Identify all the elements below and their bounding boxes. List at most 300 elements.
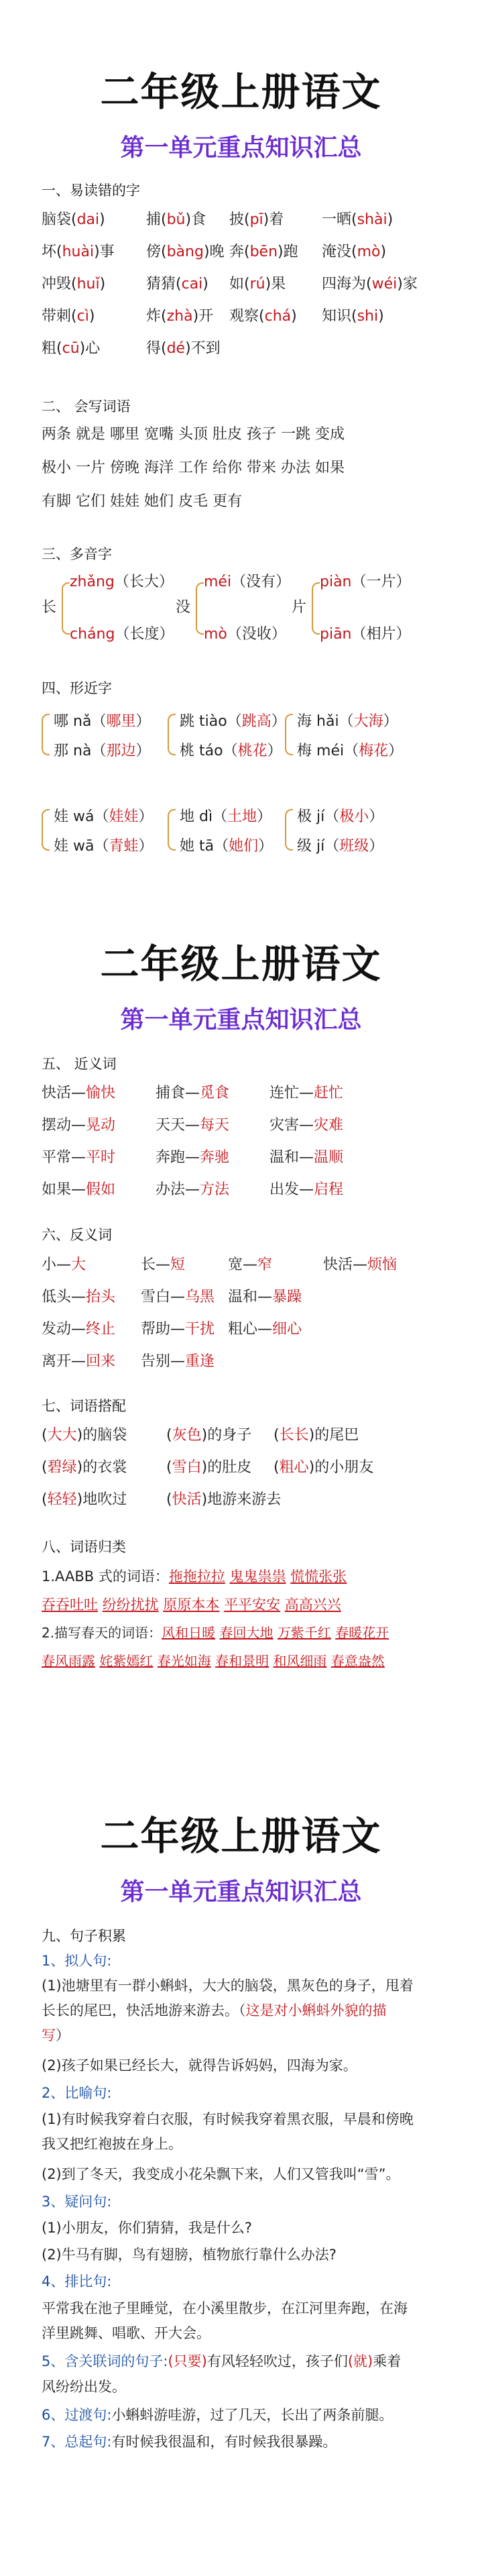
polyphone-char: 长 [42, 599, 57, 616]
pinyin: cai [181, 276, 203, 292]
chinese-text: 淹没( [322, 244, 357, 260]
page-subtitle: 第一单元重点知识汇总 [120, 1006, 362, 1034]
sentence: (1)有时候我穿着白衣服，有时候我穿着黑衣服，早晨和傍晚 [42, 2111, 414, 2127]
word-row: 极小 一片 傍晚 海洋 工作 给你 带来 办法 如果 [42, 460, 345, 476]
noun-phrase: 地游来游去 [207, 1491, 282, 1508]
word: 摆动 [42, 1117, 72, 1134]
pinyin: zhà [166, 308, 193, 325]
reading-row [204, 623, 286, 643]
word-pair: 发动—终止 [42, 1321, 116, 1338]
word-pair: 快活—愉快 [42, 1085, 116, 1102]
character: 级 [297, 838, 312, 855]
chinese-text: )开 [192, 308, 214, 325]
sentence-type-heading: 2、比喻句: [42, 2085, 112, 2101]
category-word: 春暖花开 [335, 1625, 389, 1641]
page-title: 二年级上册语文 [100, 941, 382, 987]
category-word: 原原本本 [163, 1597, 220, 1613]
example-word: 那边 [106, 743, 136, 759]
noun-phrase: 的身子 [207, 1427, 252, 1444]
misread-item [146, 272, 208, 293]
similar-char-row: 极 jí（极小） [297, 808, 384, 825]
page-subtitle: 第一单元重点知识汇总 [120, 1878, 362, 1906]
sentence-text: 有风轻轻吹过，孩子们 [206, 2353, 348, 2369]
word-pair: 奔跑—奔驰 [156, 1149, 230, 1166]
character: 桃 [180, 743, 195, 759]
modifier: 大大 [47, 1427, 77, 1444]
pair-word: 奔驰 [200, 1149, 230, 1166]
polyphone-char: 片 [292, 599, 307, 616]
character: 那 [54, 743, 69, 759]
character: 地 [180, 808, 195, 825]
sentence-note: 写 [42, 2027, 56, 2043]
example: （没收） [227, 626, 286, 643]
chinese-text: )跑 [278, 244, 298, 260]
chinese-text: ) [99, 211, 105, 228]
sentence-type-heading: 1、拟人句: [42, 1953, 112, 1969]
pinyin: jí [316, 838, 325, 855]
example-word: 梅花 [359, 743, 389, 759]
misread-item [146, 305, 213, 325]
word: 快活 [42, 1085, 72, 1102]
pair-word: 重逢 [185, 1353, 215, 1370]
sentence [42, 2349, 444, 2374]
sentence: (2)牛马有脚，鸟有翅膀，植物旅行靠什么办法? [42, 2247, 337, 2263]
word: 低头 [42, 1289, 72, 1305]
character: 极 [297, 808, 312, 825]
sentence-text: 有时候我很温和，有时候我很暴躁。 [111, 2434, 337, 2450]
pinyin: cì [76, 308, 89, 325]
brace [42, 714, 50, 755]
category-row [42, 1594, 341, 1614]
sentence [42, 2403, 444, 2428]
brace [168, 714, 176, 755]
word-pair: 低头—抬头 [42, 1289, 116, 1305]
pinyin: méi [316, 743, 345, 759]
similar-char-row: 娃 wá（娃娃） [54, 808, 154, 825]
misread-item [42, 272, 105, 293]
example-word: 桃花 [237, 743, 267, 759]
category-word: 鬼鬼祟祟 [229, 1568, 286, 1585]
pair-word: 细心 [272, 1321, 302, 1338]
sentence-type-heading: 5、含关联词的句子: [42, 2353, 168, 2369]
word: 长 [141, 1256, 156, 1273]
pinyin: dai [76, 211, 100, 228]
pair-word: 觅食 [200, 1085, 230, 1102]
misread-item [146, 337, 221, 358]
example: （没有） [231, 574, 291, 590]
pinyin: dì [199, 808, 213, 825]
misread-item [229, 208, 284, 229]
sentence-type-heading: 6、过渡句: [42, 2407, 112, 2423]
pair-word: 回来 [86, 1353, 116, 1370]
misread-item [42, 208, 105, 229]
chinese-text: )果 [265, 276, 286, 292]
pinyin: shi [357, 308, 379, 325]
misread-item [42, 337, 100, 358]
example: （长大） [114, 574, 174, 590]
chinese-text: 观察( [229, 308, 265, 325]
word-pair: 灾害—灾难 [269, 1117, 344, 1134]
word-pair: 平常—平时 [42, 1149, 116, 1166]
pinyin: chá [264, 308, 292, 325]
word-pair: 温和—暴躁 [228, 1289, 302, 1305]
word-row: 两条 就是 哪里 宽嘴 头顶 肚皮 孩子 一跳 变成 [42, 426, 345, 443]
reading-row [320, 623, 411, 643]
pinyin: cū [62, 340, 80, 357]
pinyin: wā [73, 838, 95, 855]
chinese-text: )事 [94, 244, 115, 260]
chinese-text: ) [291, 308, 297, 325]
word: 离开 [42, 1353, 72, 1370]
chinese-text: ) [380, 244, 387, 260]
word: 如果 [42, 1181, 72, 1198]
example-word: 哪里 [106, 713, 136, 730]
sentence: (2)孩子如果已经长大，就得告诉妈妈，四海为家。 [42, 2057, 357, 2074]
example: （一片） [351, 574, 411, 590]
misread-item [42, 240, 115, 261]
sentence: (2)到了冬天，我变成小花朵飘下来，人们又管我叫“雪”。 [42, 2166, 400, 2182]
example-word: 极小 [339, 808, 369, 825]
chinese-text: 捕( [146, 211, 167, 228]
word-pair: 摆动—晃动 [42, 1117, 116, 1134]
pinyin: bǔ [166, 211, 186, 228]
pair-word: 烦恼 [367, 1256, 398, 1273]
pinyin: nǎ [73, 713, 92, 730]
chinese-text: 粗( [42, 340, 62, 357]
character: 哪 [54, 713, 69, 730]
example-word: 娃娃 [109, 808, 139, 825]
character: 跳 [180, 713, 195, 730]
character: 娃 [54, 838, 69, 855]
word-pair: 帮助—干扰 [141, 1321, 215, 1338]
word: 连忙 [269, 1085, 300, 1102]
collocation: (轻轻)地吹过 [42, 1491, 127, 1508]
character: 娃 [54, 808, 69, 825]
word: 告别 [141, 1353, 171, 1370]
chinese-text: 脑袋( [42, 211, 77, 228]
pair-word: 愉快 [86, 1085, 116, 1102]
pinyin: tiào [199, 713, 227, 730]
misread-item [322, 272, 418, 293]
sentence-type-heading: 7、总起句: [42, 2434, 112, 2450]
category-word: 拖拖拉拉 [168, 1568, 225, 1585]
pinyin: hǎi [316, 713, 339, 730]
pair-word: 假如 [86, 1181, 116, 1198]
brace [196, 582, 204, 635]
pinyin: nà [73, 743, 92, 759]
example: （长度） [115, 626, 174, 643]
word-pair: 天天—每天 [156, 1117, 230, 1134]
page-3 [0, 1731, 482, 2576]
pinyin: táo [199, 743, 223, 759]
pinyin: shài [357, 211, 387, 228]
similar-char-row: 娃 wā（青蛙） [54, 838, 154, 855]
character: 梅 [297, 743, 312, 759]
pair-word: 赶忙 [314, 1085, 344, 1102]
category-word: 平平安安 [224, 1597, 281, 1613]
collocation: (碧绿)的衣裳 [42, 1459, 127, 1476]
brace [168, 809, 176, 851]
sentence-text: 乘着 [373, 2353, 402, 2369]
section-heading: 二、 会写词语 [42, 398, 131, 415]
word-pair: 温和—温顺 [269, 1149, 344, 1166]
word-pair: 离开—回来 [42, 1353, 116, 1370]
chinese-text: )家 [397, 276, 418, 292]
pair-word: 大 [71, 1256, 86, 1273]
word-pair: 雪白—乌黑 [141, 1289, 215, 1305]
chinese-text: 炸( [146, 308, 167, 325]
word: 快活 [323, 1256, 353, 1273]
pinyin: mò [204, 626, 227, 643]
pinyin: cháng [70, 626, 115, 643]
similar-char-row: 她 tā（她们） [180, 838, 274, 855]
chinese-text: 四海为( [322, 276, 372, 292]
reading-row [204, 570, 290, 591]
word: 小 [42, 1256, 57, 1273]
misread-item [322, 305, 384, 325]
example-word: 跳高 [241, 713, 272, 730]
pair-word: 每天 [200, 1117, 230, 1134]
pair-word: 乌黑 [185, 1289, 215, 1305]
category-word: 高高兴兴 [284, 1597, 341, 1613]
category-row [42, 1566, 347, 1586]
chinese-text: 一晒( [322, 211, 357, 228]
sentence-text: ） [56, 2027, 70, 2043]
similar-char-row: 那 nà（那边） [54, 743, 151, 759]
category-word: 春和景明 [215, 1653, 269, 1669]
word: 平常 [42, 1149, 72, 1166]
chinese-text: 披( [229, 211, 250, 228]
category-row [42, 1622, 389, 1642]
category-word: 春风雨露 [42, 1653, 95, 1669]
category-word: 和风细雨 [273, 1653, 327, 1669]
category-word: 纷纷扰扰 [102, 1597, 159, 1613]
pair-word: 窄 [257, 1256, 273, 1273]
similar-char-row: 哪 nǎ（哪里） [54, 713, 151, 730]
brace [285, 809, 293, 851]
word: 灾害 [269, 1117, 300, 1134]
sentence: 平常我在池子里睡觉，在小溪里散步，在江河里奔跑，在海 [42, 2300, 408, 2316]
chinese-text: 如( [229, 276, 250, 292]
word-row: 有脚 它们 娃娃 她们 皮毛 更有 [42, 493, 242, 510]
word-pair: 长—短 [141, 1256, 186, 1273]
pinyin: tā [199, 838, 215, 855]
word-pair: 粗心—细心 [228, 1321, 302, 1338]
word: 出发 [269, 1181, 300, 1198]
category-word: 吞吞吐吐 [42, 1597, 98, 1613]
pair-word: 启程 [314, 1181, 344, 1198]
pinyin: wéi [371, 276, 398, 292]
similar-char-row: 跳 tiào（跳高） [180, 713, 286, 730]
chinese-text: ) [202, 276, 208, 292]
misread-item [229, 305, 297, 325]
section-heading: 七、词语搭配 [42, 1398, 126, 1414]
page-title: 二年级上册语文 [100, 69, 382, 115]
chinese-text: )不到 [185, 340, 221, 357]
misread-item [146, 240, 225, 261]
word: 奔跑 [156, 1149, 186, 1166]
misread-item [229, 272, 286, 293]
brace [312, 582, 320, 635]
chinese-text: 傍( [146, 244, 167, 260]
noun-phrase: 的脑袋 [82, 1427, 127, 1444]
pair-word: 短 [170, 1256, 186, 1273]
word: 雪白 [141, 1289, 171, 1305]
section-heading: 一、易读错的字 [42, 182, 140, 199]
conjunction: (就) [347, 2353, 373, 2369]
sentence-type-heading: 4、排比句: [42, 2273, 112, 2290]
section-heading: 五、 近义词 [42, 1056, 117, 1072]
pinyin: zhǎng [70, 574, 115, 590]
word: 办法 [156, 1181, 186, 1198]
pinyin: huǐ [76, 276, 100, 292]
modifier: 灰色 [172, 1427, 202, 1444]
pinyin: bēn [249, 244, 278, 260]
category-word: 春光如海 [157, 1653, 211, 1669]
section-heading: 九、句子积累 [42, 1928, 126, 1944]
pinyin: wá [73, 808, 95, 825]
sentence [42, 2430, 444, 2455]
sentence: 洋里跳舞、唱歌、开大会。 [42, 2325, 210, 2341]
example-word: 青蛙 [109, 838, 139, 855]
pair-word: 方法 [200, 1181, 230, 1198]
pinyin: mò [357, 244, 381, 260]
example-word: 土地 [227, 808, 257, 825]
word-pair: 如果—假如 [42, 1181, 116, 1198]
pinyin: rú [249, 276, 265, 292]
word: 帮助 [141, 1321, 171, 1338]
chinese-text: 冲毁( [42, 276, 77, 292]
category-word: 姹紫嫣红 [99, 1653, 154, 1669]
pair-word: 温顺 [314, 1149, 344, 1166]
pinyin: méi [204, 574, 232, 590]
word: 温和 [228, 1289, 258, 1305]
chinese-text: ) [387, 211, 394, 228]
word-pair: 出发—启程 [269, 1181, 344, 1198]
pair-word: 晃动 [86, 1117, 116, 1134]
sentence: 我又把红袍披在身上。 [42, 2136, 182, 2152]
noun-phrase: 的尾巴 [314, 1427, 359, 1444]
category-row [42, 1650, 385, 1670]
pair-word: 暴躁 [272, 1289, 302, 1305]
chinese-text: ) [88, 308, 95, 325]
collocation: (长长)的尾巴 [274, 1427, 359, 1444]
pair-word: 干扰 [185, 1321, 215, 1338]
similar-char-row: 级 jí（班级） [297, 838, 384, 855]
misread-item [322, 208, 393, 229]
character: 海 [297, 713, 312, 730]
noun-phrase: 地吹过 [82, 1491, 127, 1508]
section-heading: 八、词语归类 [42, 1539, 126, 1555]
word: 天天 [156, 1117, 186, 1134]
sentence [42, 1998, 444, 2023]
chinese-text: ) [378, 308, 384, 325]
page-subtitle: 第一单元重点知识汇总 [120, 134, 362, 162]
chinese-text: ) [99, 276, 106, 292]
misread-item [42, 305, 95, 325]
pinyin: huài [62, 244, 95, 260]
section-heading: 六、反义词 [42, 1227, 112, 1243]
section-heading: 三、多音字 [42, 546, 112, 562]
word-pair: 小—大 [42, 1256, 86, 1273]
chinese-text: )食 [185, 211, 206, 228]
misread-item [322, 240, 386, 261]
sentence: (1)小朋友，你们猜猜，我是什么? [42, 2220, 252, 2236]
category-word: 万紫千红 [277, 1625, 331, 1641]
collocation: (快活)地游来游去 [166, 1491, 282, 1508]
word-pair: 连忙—赶忙 [269, 1085, 344, 1102]
collocation: (雪白)的肚皮 [166, 1459, 252, 1476]
modifier: 雪白 [172, 1459, 202, 1476]
category-word: 春意盎然 [330, 1653, 385, 1669]
character: 她 [180, 838, 195, 855]
word: 粗心 [228, 1321, 258, 1338]
conjunction: (只要) [168, 2353, 207, 2369]
modifier: 轻轻 [47, 1491, 77, 1508]
modifier: 粗心 [279, 1459, 309, 1476]
category-label: 1.AABB 式的词语： [42, 1568, 169, 1585]
similar-char-row: 梅 méi（梅花） [297, 743, 404, 759]
word: 捕食 [156, 1085, 186, 1102]
reading-row [70, 570, 174, 591]
pinyin: jí [316, 808, 325, 825]
chinese-text: )晚 [203, 244, 225, 260]
chinese-text: 得( [146, 340, 167, 357]
chinese-text: )着 [263, 211, 284, 228]
chinese-text: 坏( [42, 244, 62, 260]
polyphone-char: 没 [176, 599, 191, 616]
chinese-text: 带刺( [42, 308, 77, 325]
word: 宽 [228, 1256, 243, 1273]
word-pair: 快活—烦恼 [323, 1256, 398, 1273]
misread-item [229, 240, 298, 261]
pair-word: 平时 [86, 1149, 116, 1166]
example: （相片） [351, 626, 411, 643]
brace [42, 809, 50, 851]
reading-row [320, 570, 411, 591]
page-2 [0, 892, 482, 1731]
pinyin: bàng [166, 244, 204, 260]
category-word: 风和日暖 [162, 1625, 216, 1641]
word-pair: 宽—窄 [228, 1256, 273, 1273]
chinese-text: 奔( [229, 244, 250, 260]
chinese-text: 知识( [322, 308, 357, 325]
brace [285, 714, 293, 755]
category-word: 春回大地 [219, 1625, 274, 1641]
chinese-text: 猜猜( [146, 276, 182, 292]
noun-phrase: 的肚皮 [207, 1459, 252, 1476]
pair-word: 抬头 [86, 1289, 116, 1305]
sentence-type-heading: 3、疑问句: [42, 2194, 112, 2210]
similar-char-row: 海 hǎi（大海） [297, 713, 398, 730]
sentence-note: 这是对小蝌蚪外貌的描 [245, 2002, 387, 2019]
modifier: 长长 [279, 1427, 309, 1444]
example-word: 大海 [353, 713, 383, 730]
sentence: (1)池塘里有一群小蝌蚪，大大的脑袋，黑灰色的身子，甩着 [42, 1978, 414, 1994]
pair-word: 终止 [86, 1321, 116, 1338]
modifier: 碧绿 [47, 1459, 77, 1476]
example-word: 班级 [339, 838, 369, 855]
noun-phrase: 的衣裳 [82, 1459, 127, 1476]
collocation: (灰色)的身子 [166, 1427, 252, 1444]
reading-row [70, 623, 174, 643]
pinyin: dé [166, 340, 186, 357]
page-title: 二年级上册语文 [100, 1813, 382, 1859]
sentence: 风纷纷出发。 [42, 2379, 126, 2395]
sentence-text: 长长的尾巴，快活地游来游去。（ [42, 2002, 246, 2019]
noun-phrase: 的小朋友 [314, 1459, 374, 1476]
category-word: 慌慌张张 [290, 1568, 347, 1585]
